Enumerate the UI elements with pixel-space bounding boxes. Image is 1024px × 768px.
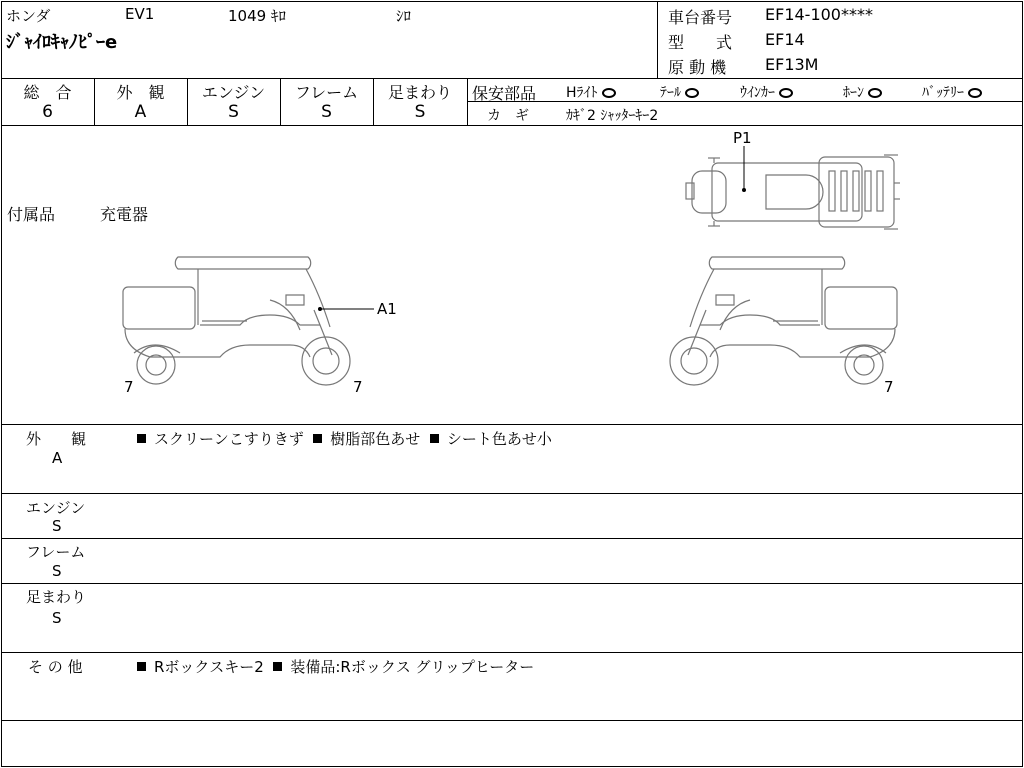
frame-number: EF14-100**** [765, 5, 873, 24]
accessories-label: 付属品 [7, 205, 56, 224]
notes-exterior-label: 外 観 [26, 430, 87, 448]
left-side-view-diagram [120, 255, 360, 385]
type-label: 型 式 [668, 33, 733, 52]
engine-model-label: 原 動 機 [668, 58, 727, 77]
notes-engine-label: エンジン [26, 499, 86, 517]
notes-other-label: そ の 他 [28, 658, 83, 676]
safety-parts-label: 保安部品 [472, 84, 537, 103]
divider [1, 538, 1023, 539]
model-name: ｼﾞｬｲﾛｷｬﾉﾋﾟｰe [6, 32, 118, 53]
bullet-square-icon [137, 434, 146, 443]
engine-model: EF13M [765, 55, 819, 74]
right-side-view-diagram [660, 255, 900, 385]
overall-grade: 6 [42, 102, 53, 122]
divider [1, 652, 1023, 653]
engine-label: エンジン [201, 83, 266, 102]
safety-tail: ﾃｰﾙ [660, 82, 699, 102]
notes-frame-label: フレーム [26, 543, 86, 561]
divider [1, 493, 1023, 494]
mark-a1: A1 [377, 300, 397, 318]
exterior-label: 外 観 [116, 83, 165, 102]
bullet-square-icon [313, 434, 322, 443]
frame-label: フレーム [294, 83, 359, 102]
safety-horn: ﾎｰﾝ [843, 82, 882, 102]
key-info: ｶｷﾞ2 ｼｬｯﾀｰｷｰ2 [566, 108, 659, 124]
divider [1, 78, 1023, 79]
p1-pointer [740, 146, 750, 196]
divider [1, 125, 1023, 126]
check-ok-icon [868, 88, 882, 98]
check-ok-icon [602, 88, 616, 98]
model-code: EV1 [125, 5, 155, 23]
notes-suspension-grade: S [52, 609, 62, 627]
engine-grade: S [228, 102, 239, 122]
tire-right-rear-depth: 7 [884, 378, 894, 396]
overall-label: 総 合 [23, 83, 72, 102]
exterior-grade: A [134, 102, 147, 122]
check-ok-icon [779, 88, 793, 98]
a1-pointer [316, 304, 376, 314]
notes-suspension-label: 足まわり [26, 588, 87, 606]
mileage: 1049 ｷﾛ [228, 7, 286, 25]
check-ok-icon [685, 88, 699, 98]
accessories-value: 充電器 [100, 205, 149, 224]
frame-grade: S [321, 102, 332, 122]
frame-number-label: 車台番号 [668, 8, 733, 27]
divider [1, 583, 1023, 584]
divider [1, 720, 1023, 721]
check-ok-icon [968, 88, 982, 98]
key-label: カ ギ [487, 108, 529, 124]
suspension-grade: S [414, 102, 426, 122]
type-value: EF14 [765, 30, 805, 49]
safety-headlight: Hﾗｲﾄ [566, 82, 616, 102]
notes-frame-grade: S [52, 562, 62, 580]
notes-exterior-items: スクリーンこすりきず 樹脂部色あせ シート色あせ小 [137, 428, 552, 449]
divider [657, 1, 658, 78]
safety-battery: ﾊﾞｯﾃﾘｰ [922, 82, 982, 102]
bullet-square-icon [273, 662, 282, 671]
mark-p1: P1 [733, 129, 752, 147]
top-view-diagram [684, 153, 904, 228]
bullet-square-icon [137, 662, 146, 671]
suspension-label: 足まわり [387, 83, 452, 102]
color: ｼﾛ [396, 7, 412, 25]
tire-left-front-depth: 7 [353, 378, 363, 396]
notes-other-items: Rボックスキー2 装備品:Rボックス グリップヒーター [137, 656, 534, 677]
safety-winker: ｳｲﾝｶｰ [740, 82, 793, 102]
tire-left-rear-depth: 7 [124, 378, 134, 396]
notes-engine-grade: S [52, 517, 62, 535]
maker-name: ホンダ [6, 7, 51, 25]
divider [1, 424, 1023, 425]
notes-exterior-grade: A [52, 449, 63, 467]
divider [467, 78, 468, 125]
bullet-square-icon [430, 434, 439, 443]
